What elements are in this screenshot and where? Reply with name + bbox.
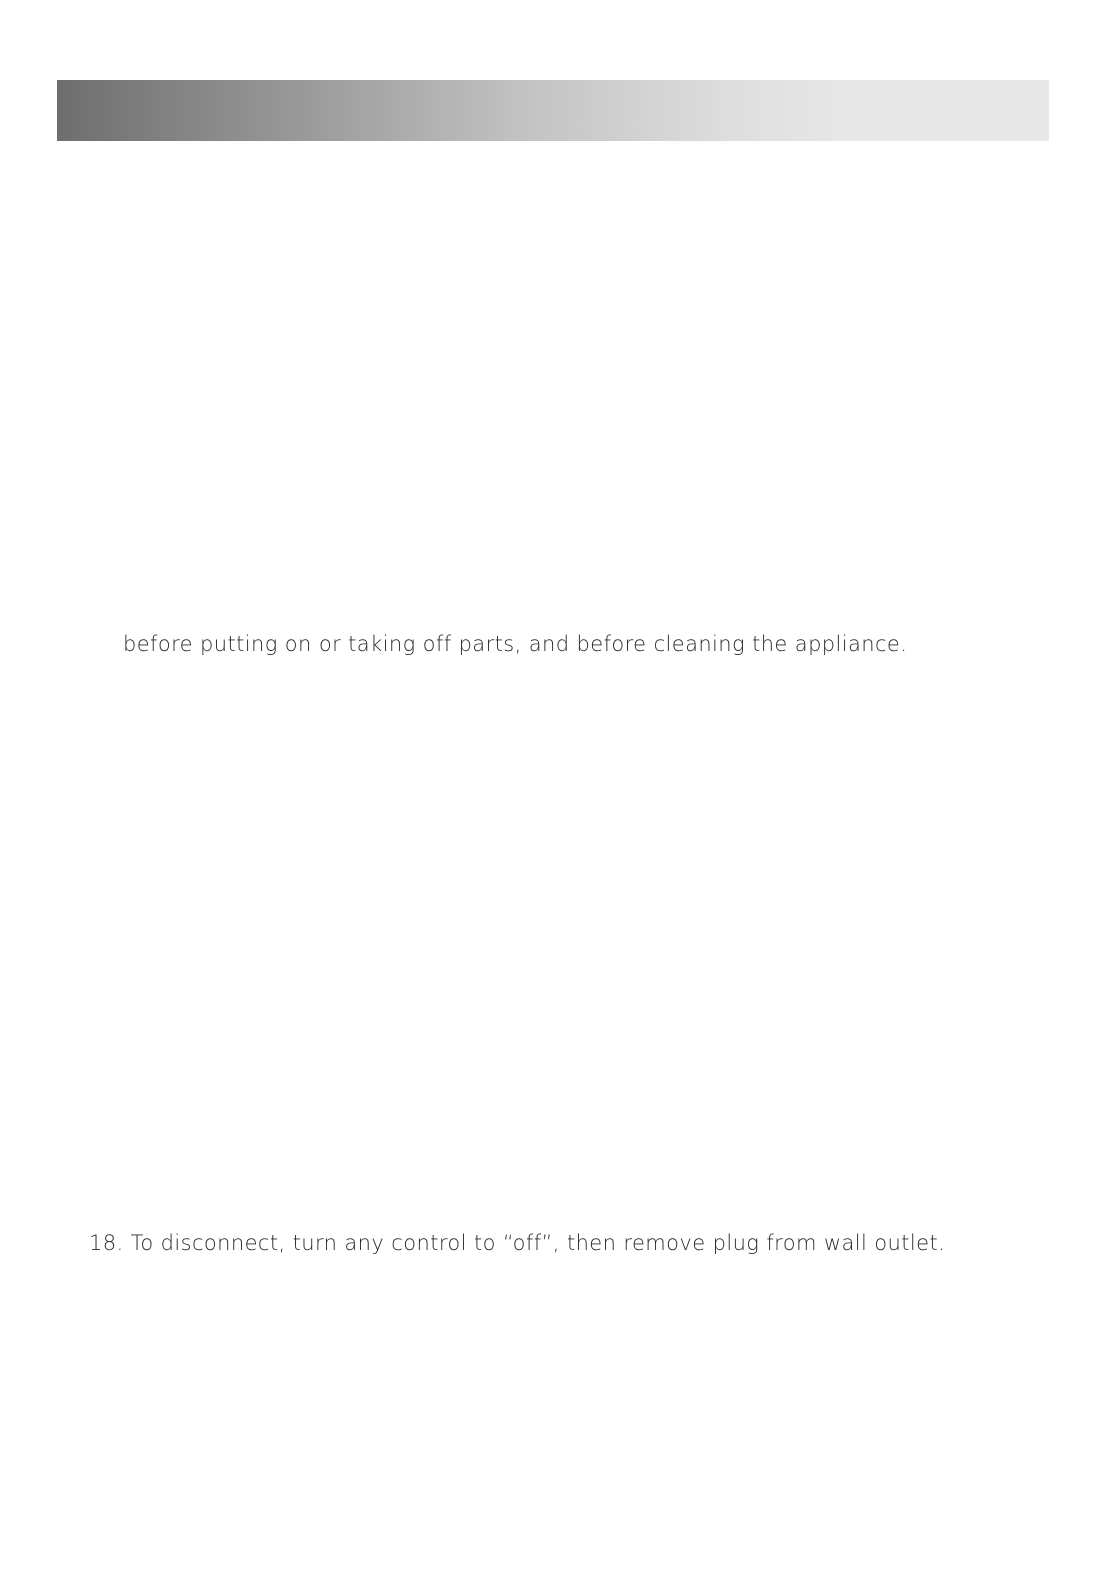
section-header-bar <box>57 80 1049 141</box>
instruction-item-18: 18. To disconnect, turn any control to “off”, then remove plug from wall outlet. <box>89 1231 946 1255</box>
instruction-continuation-text: before putting on or taking off parts, and before cleaning the appliance. <box>123 632 908 656</box>
